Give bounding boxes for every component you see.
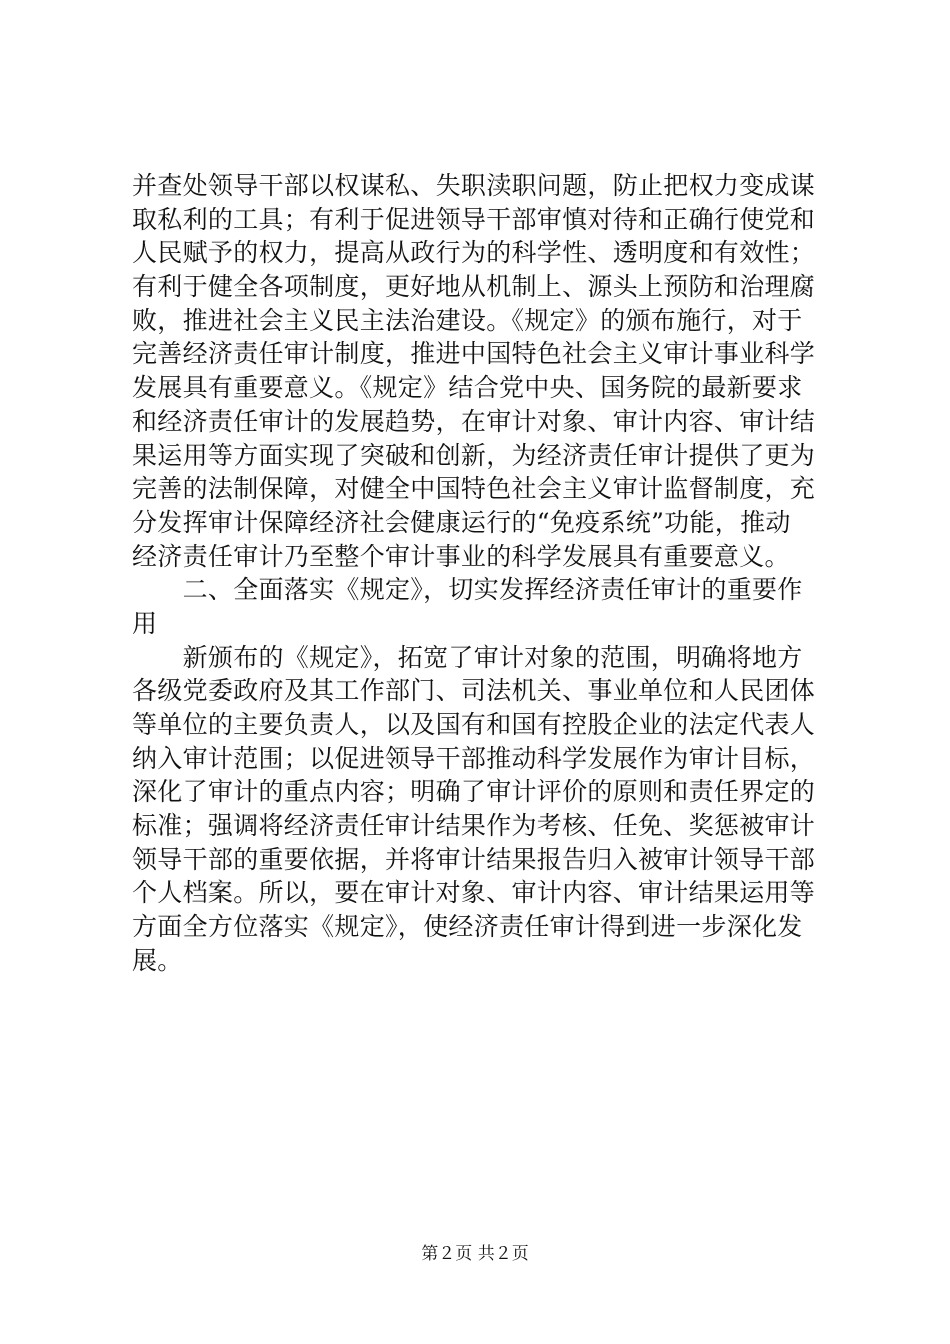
text-line: 个人档案。所以，要在审计对象、审计内容、审计结果运用等 bbox=[132, 878, 816, 908]
text-line: 方面全方位落实《规定》，使经济责任审计得到进一步深化发 bbox=[132, 912, 803, 942]
text-line: 有利于健全各项制度，更好地从机制上、源头上预防和治理腐 bbox=[132, 272, 816, 302]
text-line: 完善经济责任审计制度，推进中国特色社会主义审计事业科学 bbox=[132, 339, 816, 369]
text-line: 展。 bbox=[132, 945, 183, 975]
text-line: 并查处领导干部以权谋私、失职渎职问题，防止把权力变成谋 bbox=[132, 171, 816, 200]
text-line: 发展具有重要意义。《规定》结合党中央、国务院的最新要求 bbox=[132, 373, 803, 403]
text-line: 完善的法制保障，对健全中国特色社会主义审计监督制度，充 bbox=[132, 474, 816, 504]
text-line: 各级党委政府及其工作部门、司法机关、事业单位和人民团体 bbox=[132, 676, 816, 706]
text-line: 等单位的主要负责人，以及国有和国有控股企业的法定代表人 bbox=[132, 710, 816, 739]
text-line: 标准；强调将经济责任审计结果作为考核、任免、奖惩被审计 bbox=[132, 811, 816, 841]
section-heading-line: 二、全面落实《规定》，切实发挥经济责任审计的重要作 bbox=[132, 575, 803, 605]
text-line: 深化了审计的重点内容；明确了审计评价的原则和责任界定的 bbox=[132, 777, 816, 807]
text-line: 和经济责任审计的发展趋势，在审计对象、审计内容、审计结 bbox=[132, 406, 816, 436]
text-line: 人民赋予的权力，提高从政行为的科学性、透明度和有效性； bbox=[132, 238, 816, 268]
body-text bbox=[132, 169, 816, 978]
text-line: 新颁布的《规定》，拓宽了审计对象的范围，明确将地方 bbox=[132, 642, 803, 672]
page-number-footer: 第２页 共２页 bbox=[421, 1244, 529, 1264]
text-line: 领导干部的重要依据，并将审计结果报告归入被审计领导干部 bbox=[132, 844, 816, 874]
text-line: 败，推进社会主义民主法治建设。《规定》的颁布施行，对于 bbox=[132, 305, 803, 335]
text-line: 纳入审计范围；以促进领导干部推动科学发展作为审计目标， bbox=[132, 743, 816, 773]
text-line: 果运用等方面实现了突破和创新，为经济责任审计提供了更为 bbox=[132, 440, 816, 470]
text-line: 经济责任审计乃至整个审计事业的科学发展具有重要意义。 bbox=[132, 541, 790, 571]
text-line: 分发挥审计保障经济社会健康运行的“免疫系统”功能，推动 bbox=[132, 507, 791, 537]
section-heading-line: 用 bbox=[132, 608, 158, 638]
text-line: 取私利的工具；有利于促进领导干部审慎对待和正确行使党和 bbox=[132, 204, 816, 234]
